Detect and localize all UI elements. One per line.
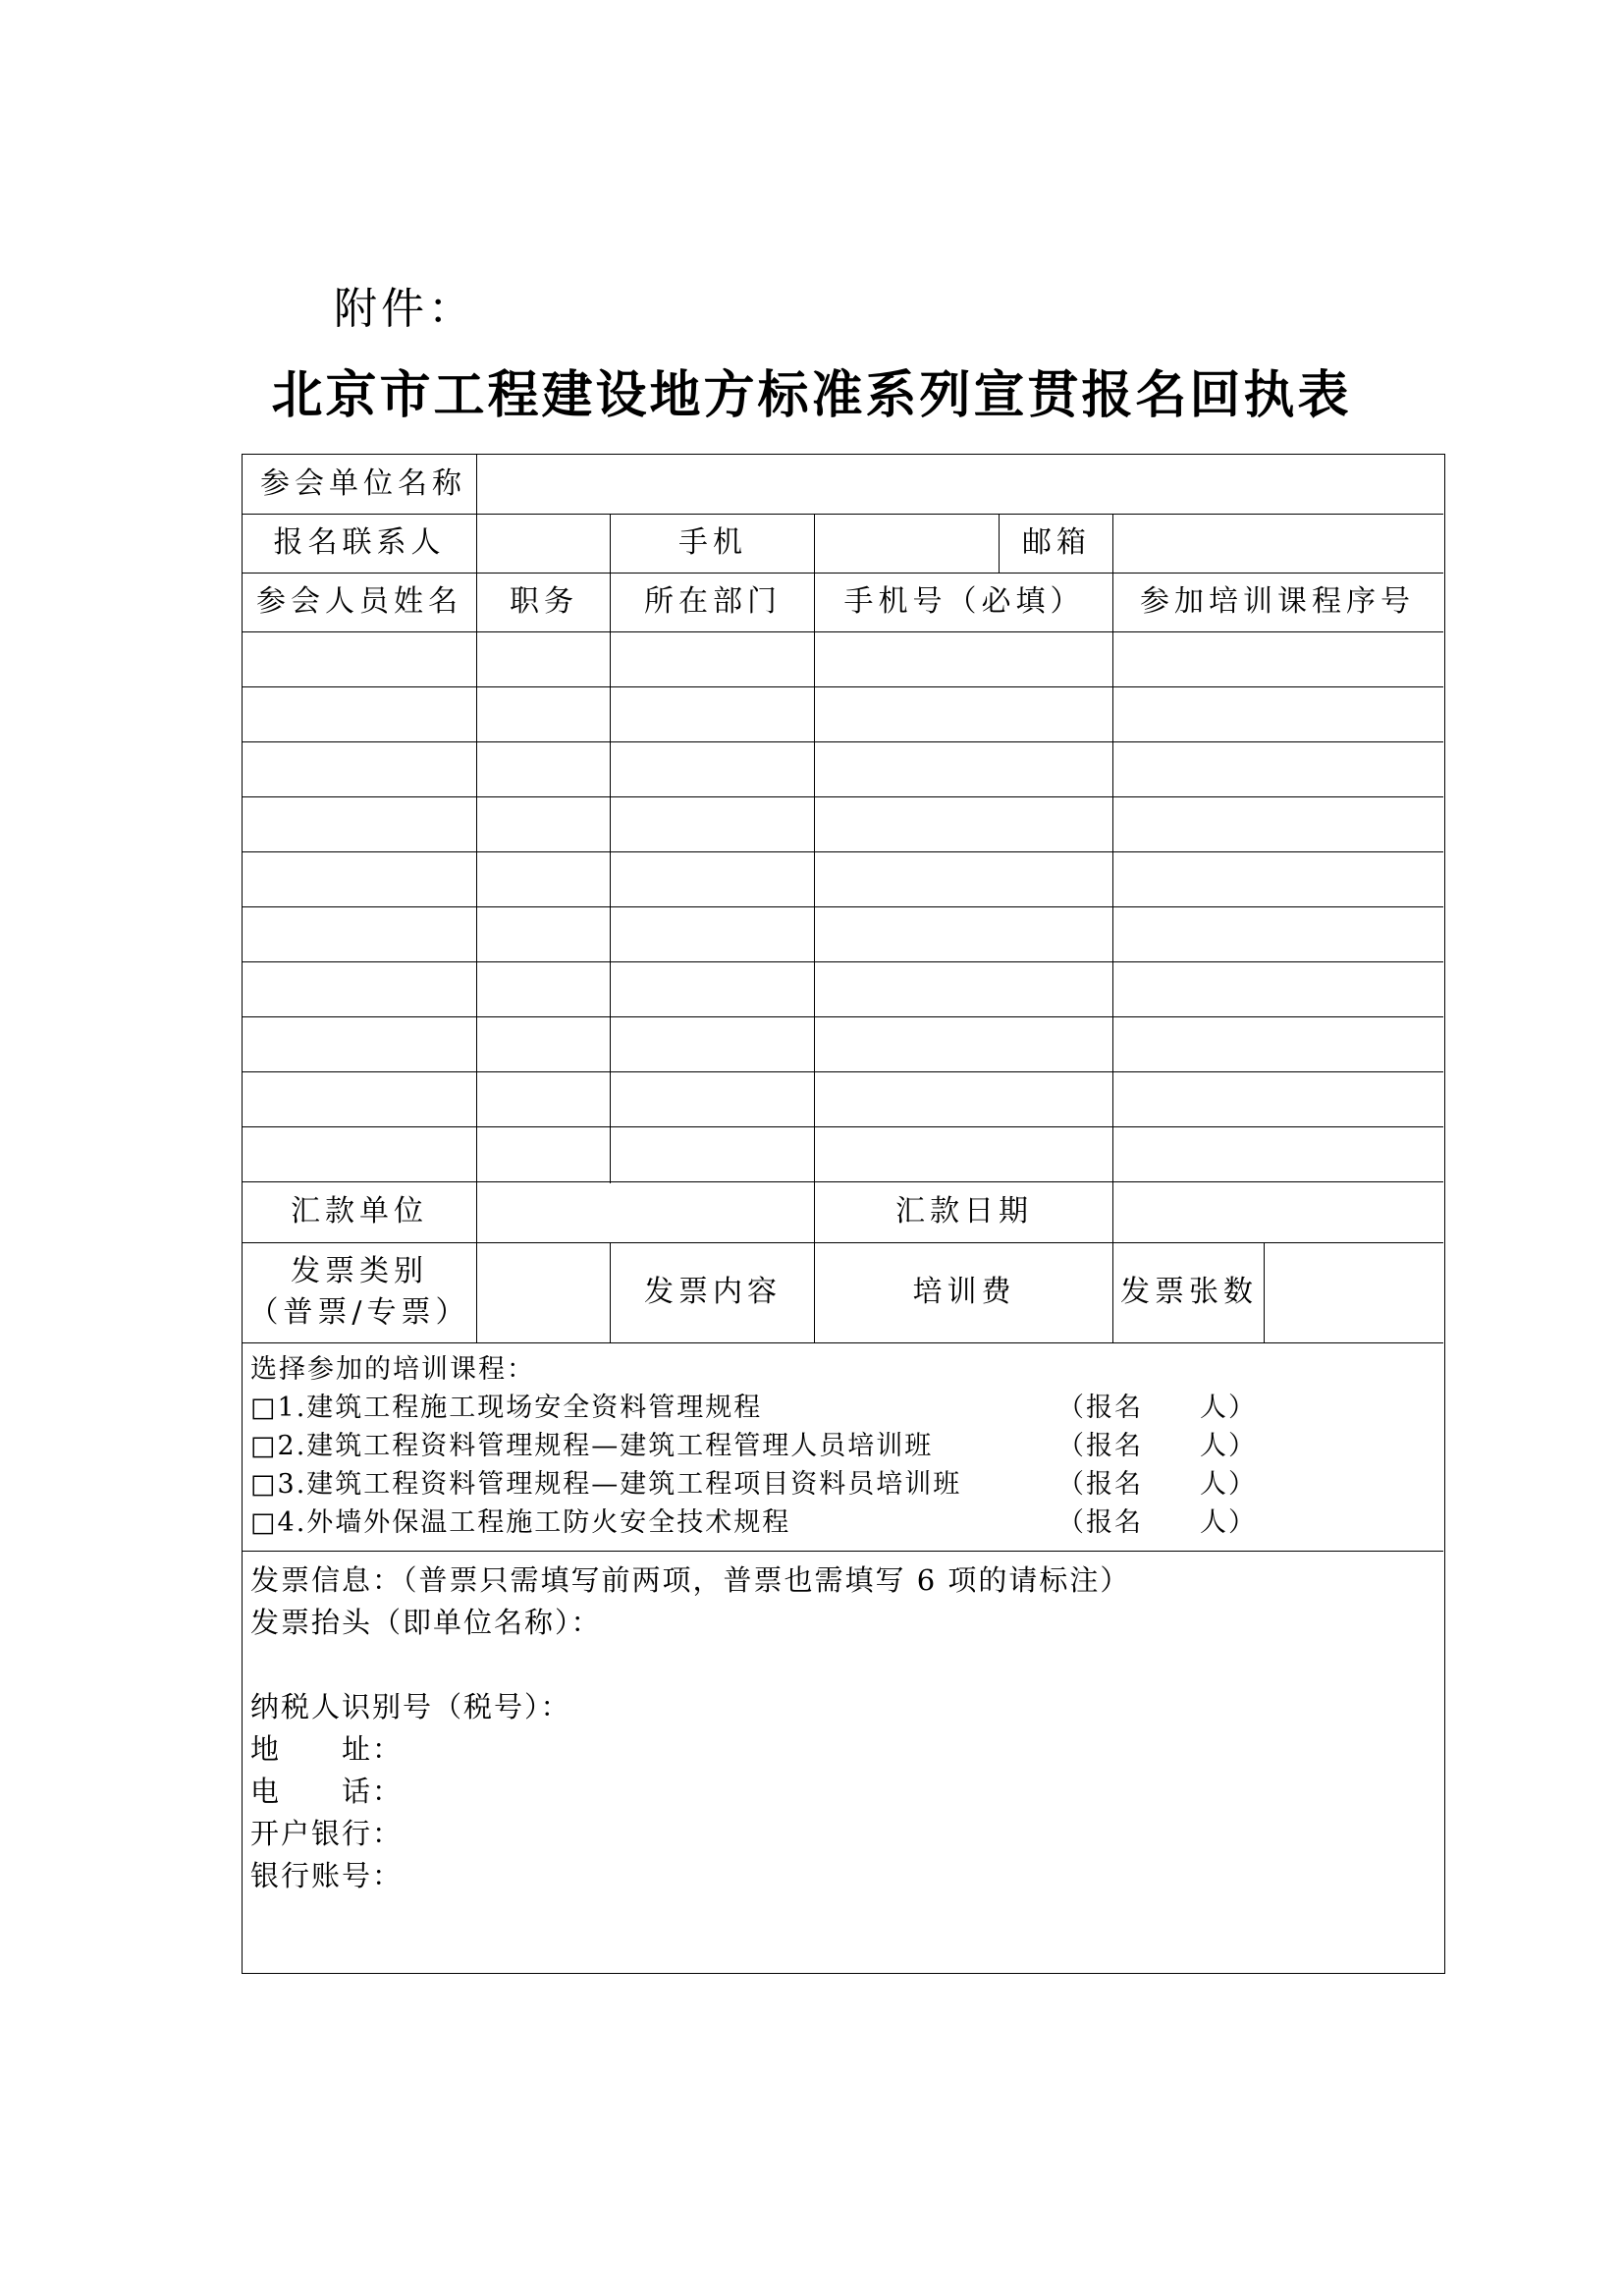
training-fee-value: 培训费 [912, 1275, 1016, 1309]
attendee-name-header: 参会人员姓名 [256, 584, 462, 619]
invoice-title-field[interactable] [250, 1644, 1429, 1686]
invoice-info [250, 1559, 1429, 1897]
page-title: 北京市工程建设地方标准系列宣贯报名回执表 [271, 366, 1352, 425]
invoice-type-field[interactable] [478, 1242, 610, 1342]
column-divider [610, 1242, 611, 1342]
courses-heading: 选择参加的培训课程： [250, 1354, 535, 1385]
unit-name-field[interactable] [478, 455, 1440, 514]
remit-unit-label: 汇款单位 [291, 1194, 428, 1229]
invoice-count-label: 发票张数 [1120, 1275, 1258, 1309]
mobile-field[interactable] [816, 514, 999, 573]
position-header: 职务 [510, 584, 578, 619]
invoice-info-heading: 发票信息：（普票只需填写前两项，普票也需填写 6 项的请标注） [250, 1563, 1131, 1597]
contact-field[interactable] [478, 514, 610, 573]
course-option-text: □1.建筑工程施工现场安全资料管理规程 [250, 1393, 763, 1423]
course-signup-count: （报名 人） [1057, 1393, 1257, 1423]
invoice-content-label: 发票内容 [644, 1275, 782, 1309]
course-option-text: □2.建筑工程资料管理规程—建筑工程管理人员培训班 [250, 1431, 934, 1461]
column-divider [1264, 1242, 1265, 1342]
email-label: 邮箱 [1022, 525, 1091, 560]
attendee-rows[interactable] [243, 631, 1440, 1181]
taxpayer-id-label: 纳税人识别号（税号）： [250, 1690, 571, 1723]
column-divider [999, 514, 1000, 573]
course-signup-count: （报名 人） [1057, 1507, 1257, 1538]
invoice-count-field[interactable] [1266, 1242, 1440, 1342]
department-header: 所在部门 [644, 584, 782, 619]
contact-label: 报名联系人 [273, 525, 446, 560]
course-selection [250, 1350, 1429, 1542]
mobile-required-header: 手机号（必填） [843, 584, 1085, 619]
invoice-title-label: 发票抬头（即单位名称）： [250, 1606, 602, 1639]
invoice-type-label-line2: （普票/专票） [248, 1295, 470, 1330]
remit-date-label: 汇款日期 [895, 1194, 1033, 1229]
course-option-4[interactable] [250, 1503, 1429, 1542]
row-divider [243, 1342, 1443, 1343]
bank-label: 开户银行： [250, 1817, 404, 1850]
course-option-2[interactable] [250, 1427, 1429, 1465]
registration-form [242, 454, 1445, 1974]
course-option-text: □4.外墙外保温工程施工防火安全技术规程 [250, 1507, 791, 1538]
unit-name-label: 参会单位名称 [260, 466, 466, 501]
attachment-label: 附件： [334, 284, 475, 334]
invoice-type-label-line1: 发票类别 [291, 1254, 428, 1288]
course-option-text: □3.建筑工程资料管理规程—建筑工程项目资料员培训班 [250, 1469, 962, 1500]
address-label: 地 址： [250, 1732, 404, 1766]
course-number-header: 参加培训课程序号 [1140, 584, 1415, 619]
row-divider [243, 1551, 1443, 1552]
course-option-3[interactable] [250, 1465, 1429, 1503]
remit-date-field[interactable] [1114, 1181, 1440, 1242]
course-signup-count: （报名 人） [1057, 1431, 1257, 1461]
account-label: 银行账号： [250, 1859, 404, 1892]
phone-label: 电 话： [250, 1775, 404, 1808]
invoice-type-label [243, 1242, 476, 1342]
course-option-1[interactable] [250, 1389, 1429, 1427]
mobile-label: 手机 [678, 525, 747, 560]
course-signup-count: （报名 人） [1057, 1469, 1257, 1500]
remit-unit-field[interactable] [478, 1181, 814, 1242]
email-field[interactable] [1114, 514, 1440, 573]
